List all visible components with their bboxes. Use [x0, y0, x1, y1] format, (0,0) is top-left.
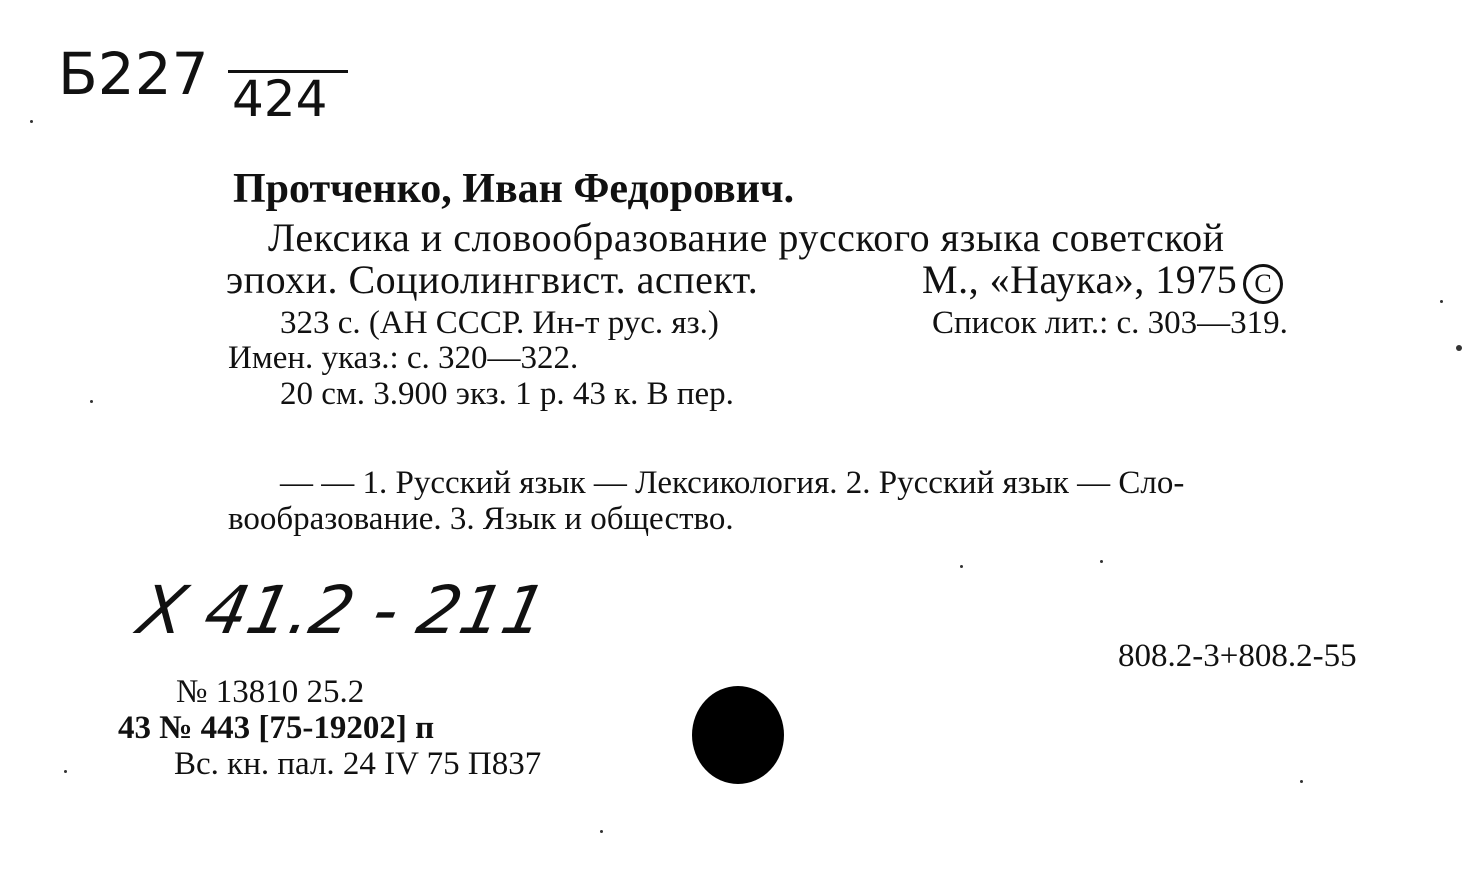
shelfmark-top: Б227	[58, 40, 209, 108]
punched-hole	[692, 686, 784, 784]
desc-line-3: 20 см. 3.900 экз. 1 р. 43 к. В пер.	[280, 376, 734, 412]
scan-speck	[1100, 560, 1103, 563]
scan-speck	[960, 565, 963, 568]
desc-line-2: Имен. указ.: с. 320—322.	[228, 340, 579, 376]
title-line-1: Лексика и словообразование русского языка советской	[268, 215, 1225, 260]
desc-line-1-left: 323 с. (АН СССР. Ин-т рус. яз.)	[280, 305, 719, 341]
reg-line-1: № 13810 25.2	[176, 674, 365, 710]
scan-speck	[64, 770, 67, 773]
scan-speck	[600, 830, 603, 833]
publisher-imprint: М., «Наука», 1975	[922, 257, 1238, 302]
udc-index: 808.2-3+808.2-55	[1118, 638, 1357, 674]
subjects-line-2: вообразование. 3. Язык и общество.	[228, 501, 734, 537]
scan-speck	[1300, 780, 1303, 783]
shelfmark-bottom: 424	[232, 70, 328, 128]
desc-line-1-right: Список лит.: с. 303—319.	[932, 305, 1288, 341]
author-heading: Протченко, Иван Федорович.	[233, 166, 795, 212]
copyright-symbol: C	[1243, 264, 1283, 304]
handwritten-classification: Х 41.2 - 211	[131, 572, 554, 649]
scan-speck	[30, 120, 33, 123]
reg-line-3: Вс. кн. пал. 24 IV 75 П837	[174, 746, 542, 782]
title-line-2-left: эпохи. Социолингвист. аспект.	[226, 257, 759, 302]
scan-speck	[1456, 345, 1462, 351]
reg-line-2: 43 № 443 [75-19202] п	[118, 710, 435, 746]
subjects-line-1: — — 1. Русский язык — Лексикология. 2. Русский язык — Сло-	[280, 465, 1185, 501]
scan-speck	[1440, 300, 1443, 303]
title-line-2-right	[922, 257, 1283, 304]
scan-speck	[90, 400, 93, 403]
